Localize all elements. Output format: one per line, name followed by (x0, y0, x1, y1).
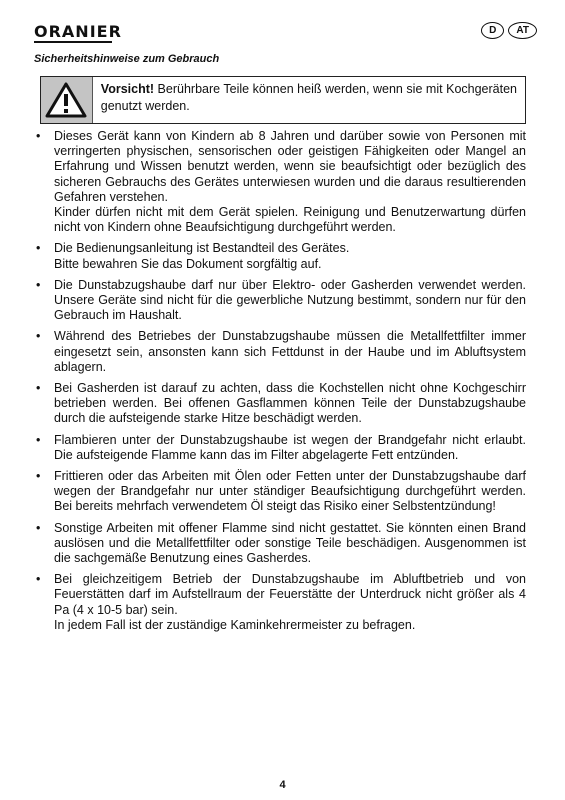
bullet-icon: • (36, 381, 41, 396)
country-badge-at: AT (508, 22, 537, 39)
bullet-icon: • (36, 432, 41, 447)
list-item-text: Bei gleichzeitigem Betrieb der Dunstabzugshaube im Abluftbetrieb und von Feuerstätten darf im Aufstellraum der Feuerstätte der Unterdruck nicht größer als 4 Pa (4 x 10-5 bar) sein. (54, 572, 526, 617)
safety-instructions-list (36, 129, 526, 639)
list-item-text: Die Dunstabzugshaube darf nur über Elektro- oder Gasherden verwendet werden. Unsere Geräte sind nicht für die gewerbliche Nutzung bestimmt, sondern nur für den Gebrauch im Haushalt. (54, 277, 526, 323)
list-item-text: Während des Betriebes der Dunstabzugshaube müssen die Metallfettfilter immer eingesetzt sein, ansonsten kann sich Fettdunst in der Haube und im Abluftsystem ablagern. (54, 329, 526, 374)
warning-triangle-icon (41, 77, 93, 123)
bullet-icon: • (36, 241, 41, 256)
list-item (36, 521, 526, 567)
list-item-text: Flambieren unter der Dunstabzugshaube ist wegen der Brandgefahr nicht erlaubt. Die aufsteigende Flamme kann das im Filter abgelagerte Fett entzünden. (54, 432, 526, 462)
section-title: Sicherheitshinweise zum Gebrauch (34, 53, 220, 65)
list-item (36, 278, 526, 324)
list-item (36, 129, 526, 235)
page-number: 4 (279, 779, 286, 791)
list-item-text: Kinder dürfen nicht mit dem Gerät spielen. Reinigung und Benutzerwartung dürfen nicht von Kindern ohne Beaufsichtigung durchgeführt werden. (54, 205, 526, 235)
warning-box (40, 76, 526, 124)
brand-logo: ORANIER (34, 22, 122, 41)
list-item (36, 329, 526, 375)
bullet-icon: • (36, 329, 41, 344)
list-item (36, 433, 526, 463)
warning-body: Berührbare Teile können heiß werden, wenn sie mit Kochgeräten genutzt werden. (100, 82, 517, 113)
bullet-icon: • (36, 572, 41, 587)
list-item-text: Die Bedienungsanleitung ist Bestandteil des Gerätes. (54, 241, 350, 256)
bullet-icon: • (36, 277, 41, 292)
country-badges (481, 22, 537, 39)
bullet-icon: • (36, 520, 41, 535)
page-header (34, 22, 537, 48)
list-item (36, 241, 526, 271)
list-item-text: Dieses Gerät kann von Kindern ab 8 Jahren und darüber sowie von Personen mit verringerten physischen, sensorischen oder geistigen Fähigkeiten oder Mangel an Erfahrung und Wissen benutzt werden, wenn sie beaufsichtigt oder bezüglich des sicheren Gebrauchs des Gerätes unterwiesen wurden und die daraus resultierenden Gefahren verstehen. (54, 129, 526, 204)
list-item-text: Bei Gasherden ist darauf zu achten, dass die Kochstellen nicht ohne Kochgeschirr betrieben werden. Bei offenen Gasflammen können Teile der Dunstabzugshaube durch die aufsteigende starke Hitze beschädigt werden. (54, 381, 526, 426)
warning-label: Vorsicht! (100, 82, 155, 96)
list-item (36, 572, 526, 633)
list-item-text: Sonstige Arbeiten mit offener Flamme sind nicht gestattet. Sie könnten einen Brand auslösen und die Metallfettfilter oder sonstige Teile beschädigen. Ausgenommen ist die sachgemäße Benutzung eines Gasherdes. (54, 520, 526, 566)
list-item (36, 381, 526, 427)
bullet-icon: • (36, 469, 41, 484)
list-item-text: Bitte bewahren Sie das Dokument sorgfältig auf. (54, 256, 322, 271)
bullet-icon: • (36, 129, 41, 143)
list-item-text: In jedem Fall ist der zuständige Kaminkehrermeister zu befragen. (54, 617, 416, 632)
warning-text (93, 77, 525, 123)
list-item-text: Frittieren oder das Arbeiten mit Ölen oder Fetten unter der Dunstabzugshaube darf wegen der Brandgefahr nur unter ständiger Beaufsichtigung durchgeführt werden. Bei bereits mehrfach verwendetem Öl steigt das Risiko einer Selbstentzündung! (54, 469, 526, 514)
list-item (36, 469, 526, 515)
country-badge-d: D (481, 22, 504, 39)
logo-underline (34, 41, 112, 43)
